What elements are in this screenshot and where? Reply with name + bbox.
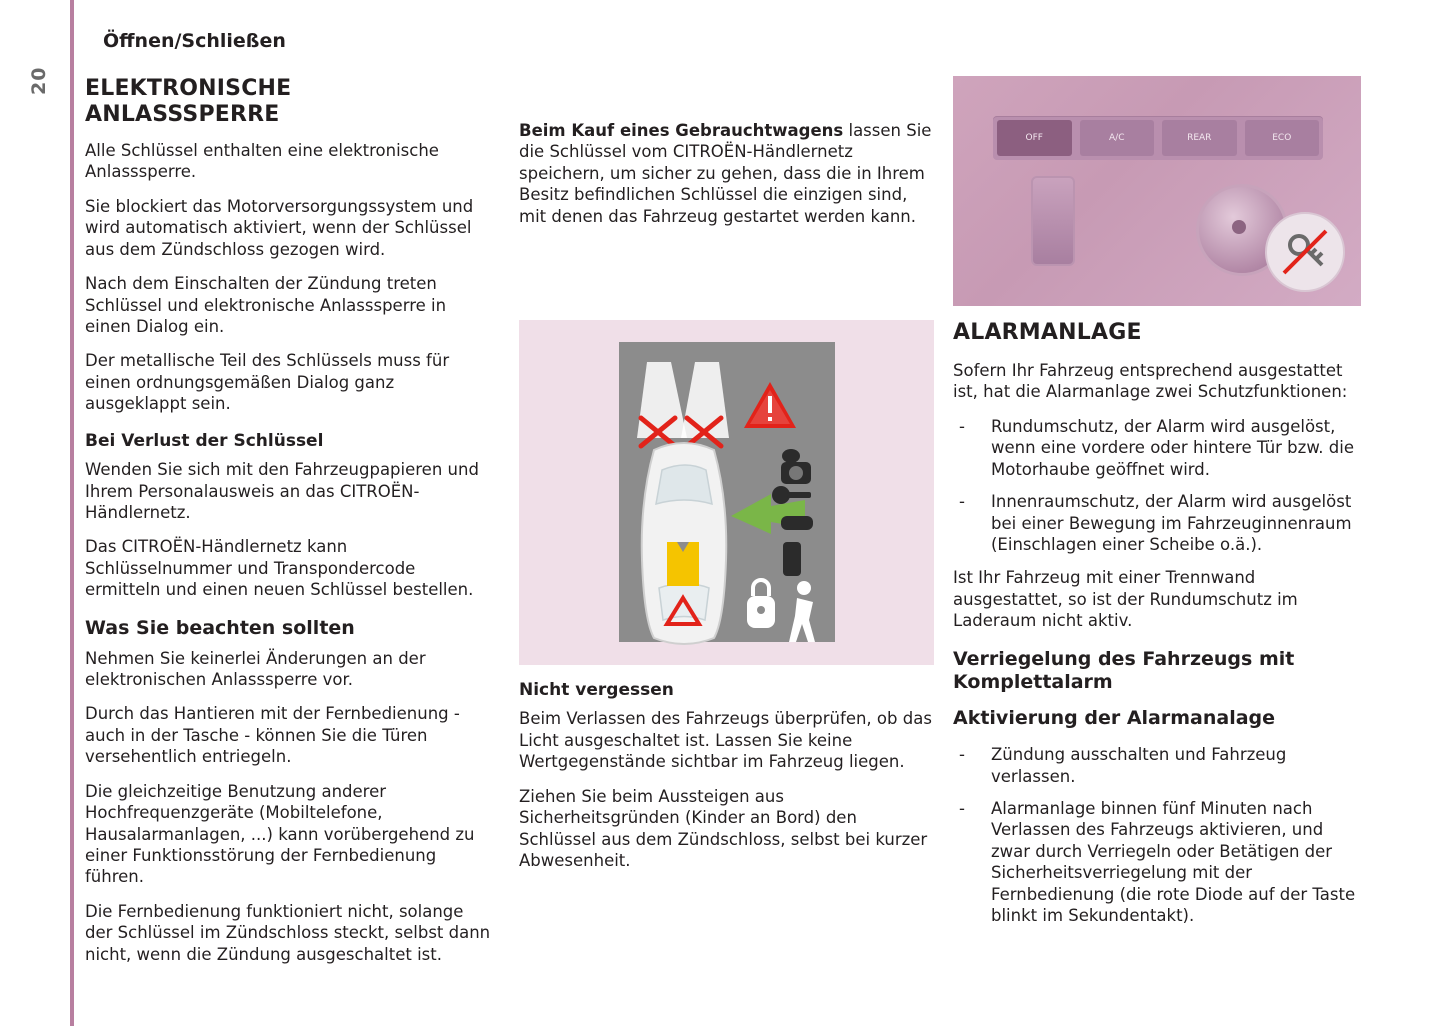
- chapter-title: Öffnen/Schließen: [103, 30, 286, 52]
- page-accent-bar: [70, 0, 74, 1026]
- paragraph-used-car: [519, 120, 934, 227]
- subheading-activation: Aktivierung der Alarmanalage: [953, 707, 1276, 730]
- dashboard-button-strip: [993, 116, 1323, 160]
- no-key-glyph: [1278, 225, 1332, 279]
- paragraph: Das CITROËN-Händlernetz kann Schlüsselnummer und Transpondercode ermitteln und einen neuen Schlüssel bestellen.: [85, 537, 474, 600]
- paragraph: Beim Verlassen des Fahrzeugs überprüfen, ob das Licht ausgeschaltet ist. Lassen Sie keine Wertgegenstände sichtbar im Fahrzeug liegen.: [519, 709, 932, 772]
- dashboard-photo: [953, 76, 1361, 306]
- column-two-caption: [519, 680, 934, 884]
- section-heading-immobiliser: ELEKTRONISCHE ANLASSSPERRE: [85, 76, 292, 127]
- paragraph: Ist Ihr Fahrzeug mit einer Trennwand ausgestattet, so ist der Rundumschutz im Laderaum nicht aktiv.: [953, 568, 1298, 631]
- dashboard-lever: [1031, 176, 1075, 266]
- alarm-activation-list: [953, 744, 1361, 927]
- dashboard-button-rear: REAR: [1162, 120, 1237, 156]
- paragraph: Sie blockiert das Motorversorgungssystem und wird automatisch aktiviert, wenn der Schlüssel aus dem Zündschloss gezogen wird.: [85, 196, 474, 259]
- paragraph: Alle Schlüssel enthalten eine elektronische Anlasssperre.: [85, 140, 439, 182]
- illustration-svg: [519, 320, 934, 665]
- no-key-icon: [1265, 212, 1345, 292]
- paragraph: Nach dem Einschalten der Zündung treten Schlüssel und elektronische Anlasssperre in einen Dialog ein.: [85, 274, 447, 336]
- list-item: - Innenraumschutz, der Alarm wird ausgelöst bei einer Bewegung im Fahrzeuginnenraum (Einschlagen einer Scheibe o.ä.).: [953, 491, 1361, 555]
- section-heading-alarm: ALARMANLAGE: [953, 320, 1142, 345]
- column-one: [85, 76, 493, 978]
- subheading-notes: Was Sie beachten sollten: [85, 616, 355, 639]
- illustration-leaving-vehicle: [519, 320, 934, 665]
- column-two: [519, 76, 934, 240]
- paragraph: Durch das Hantieren mit der Fernbedienung - auch in der Tasche - können Sie die Türen versehentlich entriegeln.: [85, 704, 460, 767]
- list-item: - Alarmanlage binnen fünf Minuten nach Verlassen des Fahrzeugs aktivieren, und zwar durch Verriegeln oder Betätigen der Sicherheitsverriegelung mit der Fernbedienung (die rote Diode auf der Taste blinkt im Sekundentakt).: [953, 798, 1361, 927]
- safety-vest-icon: [667, 542, 699, 586]
- paragraph: Ziehen Sie beim Aussteigen aus Sicherheitsgründen (Kinder an Bord) den Schlüssel aus dem Zündschloss, selbst bei kurzer Abwesenheit.: [519, 786, 928, 871]
- paragraph: Sofern Ihr Fahrzeug entsprechend ausgestattet ist, hat die Alarmanlage zwei Schutzfunktionen:: [953, 360, 1348, 402]
- paragraph: Wenden Sie sich mit den Fahrzeugpapieren und Ihrem Personalausweis an das CITROËN-Händlernetz.: [85, 460, 479, 522]
- paragraph: Der metallische Teil des Schlüssels muss für einen ordnungsgemäßen Dialog ganz ausgeklappt sein.: [85, 351, 450, 414]
- dashboard-button-off: OFF: [997, 120, 1072, 156]
- dashboard-button-eco: ECO: [1245, 120, 1320, 156]
- column-three: [953, 320, 1361, 939]
- paragraph: Nehmen Sie keinerlei Änderungen an der elektronischen Anlasssperre vor.: [85, 648, 426, 689]
- list-item: - Zündung ausschalten und Fahrzeug verlassen.: [953, 744, 1361, 787]
- page-number: 20: [28, 66, 50, 95]
- caption-heading-remember: Nicht vergessen: [519, 680, 674, 700]
- subheading-key-loss: Bei Verlust der Schlüssel: [85, 430, 324, 451]
- dashboard-button-ac: A/C: [1080, 120, 1155, 156]
- paragraph: Die gleichzeitige Benutzung anderer Hochfrequenzgeräte (Mobiltelefone, Hausalarmanlagen, ...) kann vorübergehend zu einer Funktionsstörung der Fernbedienung führen.: [85, 781, 475, 887]
- alarm-protection-list: [953, 416, 1361, 556]
- lead-bold-text: Beim Kauf eines Gebrauchtwagens: [519, 121, 844, 140]
- subheading-locking-full-alarm: Verriegelung des Fahrzeugs mit Komplettalarm: [953, 647, 1295, 693]
- list-item: - Rundumschutz, der Alarm wird ausgelöst, wenn eine vordere oder hintere Tür bzw. die Motorhaube geöffnet wird.: [953, 416, 1361, 480]
- paragraph: Die Fernbedienung funktioniert nicht, solange der Schlüssel im Zündschloss steckt, selbst dann nicht, wenn die Zündung ausgeschaltet ist.: [85, 901, 491, 964]
- lead-rest-text: lassen Sie die Schlüssel vom CITROËN-Händlernetz speichern, um sicher zu gehen, dass die in Ihrem Besitz befindlichen Schlüssel die einzigen sind, mit denen das Fahrzeug gestartet werden kann.: [519, 121, 932, 226]
